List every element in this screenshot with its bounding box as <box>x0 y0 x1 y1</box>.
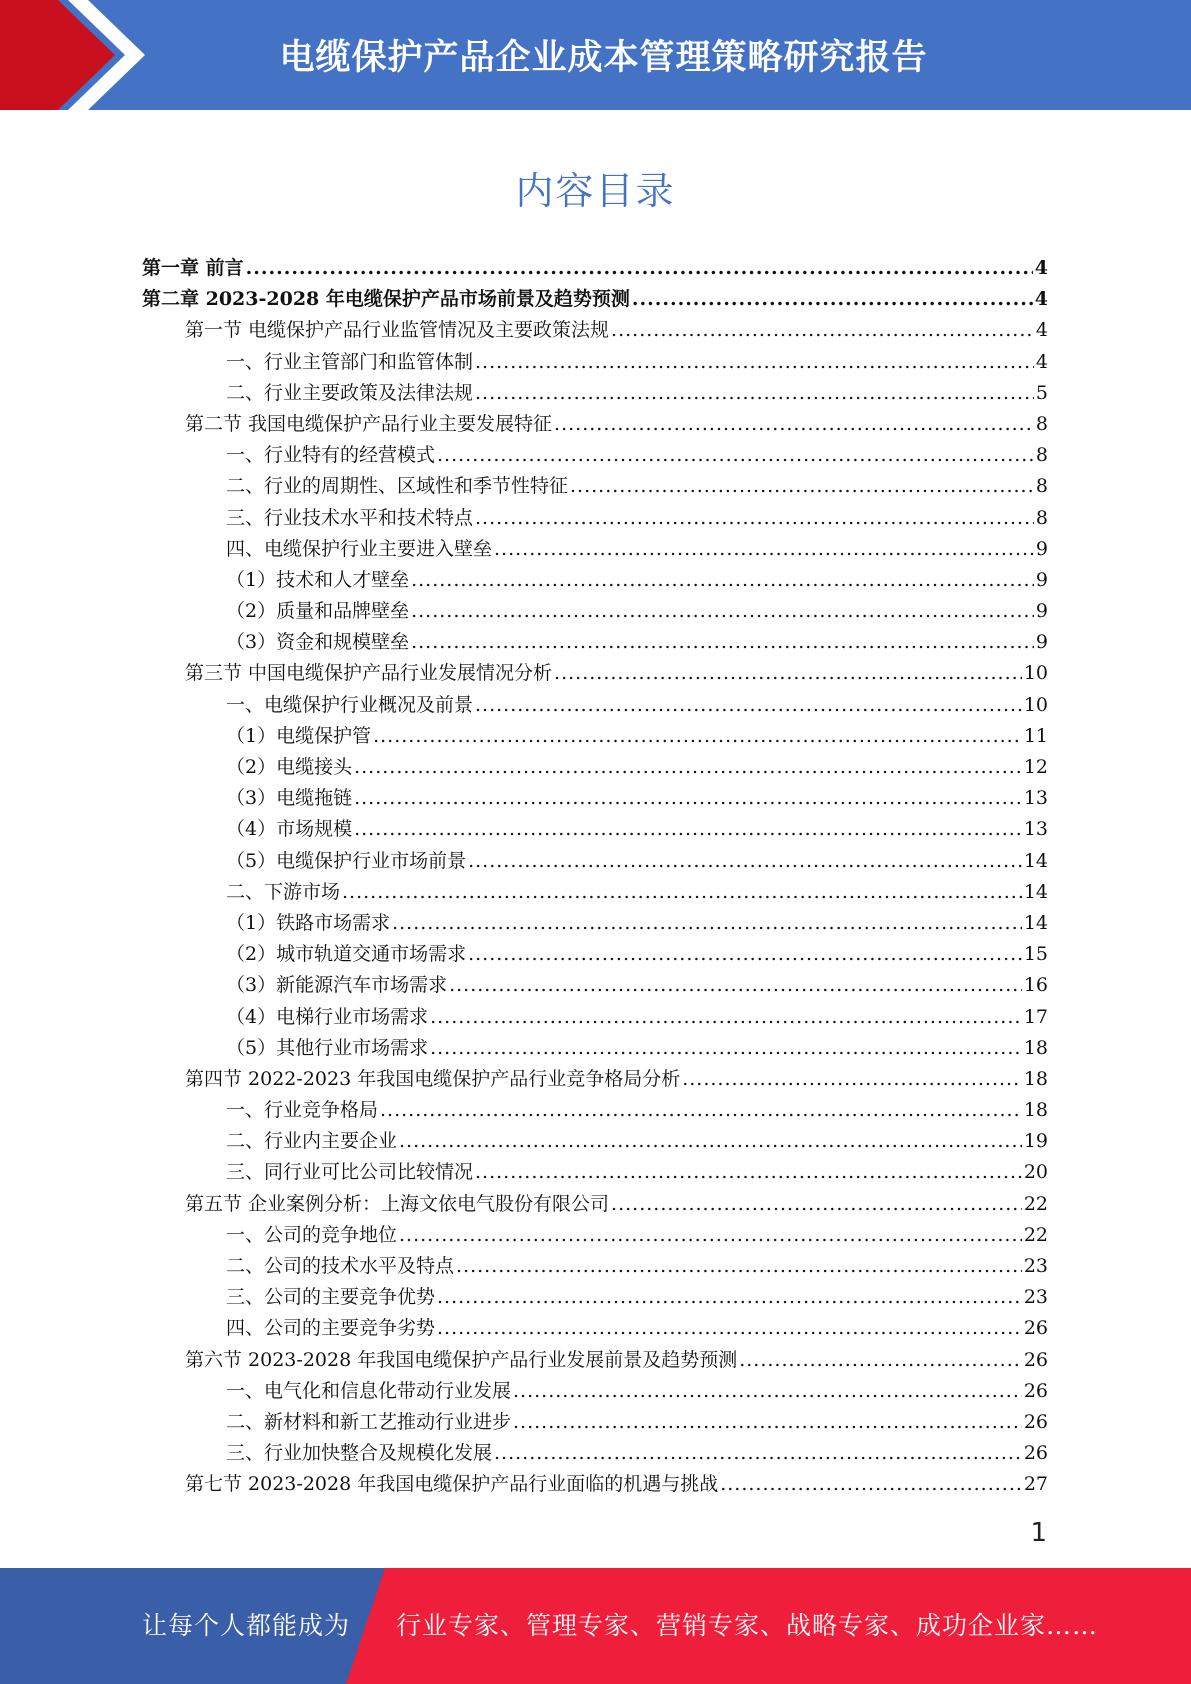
toc-leader <box>611 315 1034 346</box>
toc-entry-text: （1）技术和人才壁垒 <box>226 568 410 591</box>
toc-entry-text: （4）市场规模 <box>226 818 353 841</box>
toc-entry[interactable] <box>142 908 1048 939</box>
toc-entry[interactable] <box>142 1095 1048 1126</box>
toc-entry[interactable] <box>142 409 1048 440</box>
report-title: 电缆保护产品企业成本管理策略研究报告 <box>279 38 928 78</box>
toc-leader <box>475 378 1034 409</box>
toc-entry-text: 第一章 前言 <box>142 257 244 279</box>
toc-entry-page: 10 <box>1023 693 1048 716</box>
toc-leader <box>399 1126 1022 1157</box>
toc-entry-text: 三、公司的主要竞争优势 <box>226 1286 436 1309</box>
toc-entry-text: 第三节 中国电缆保护产品行业发展情况分析 <box>185 662 553 685</box>
toc-entry[interactable] <box>142 1438 1048 1469</box>
toc-entry-page: 22 <box>1023 1192 1048 1215</box>
toc-leader <box>354 814 1022 845</box>
toc-entry[interactable] <box>142 284 1048 315</box>
toc-entry-page: 18 <box>1023 1067 1048 1090</box>
toc-leader <box>475 503 1034 534</box>
toc-leader <box>720 1469 1022 1500</box>
toc-entry[interactable] <box>142 347 1048 378</box>
toc-entry[interactable] <box>142 970 1048 1001</box>
toc-entry-text: 第二节 我国电缆保护产品行业主要发展特征 <box>185 412 553 435</box>
toc-leader <box>611 1189 1022 1220</box>
toc-entry-page: 8 <box>1035 506 1048 529</box>
toc-entry-page: 14 <box>1023 880 1048 903</box>
toc-entry-text: （5）电缆保护行业市场前景 <box>226 849 467 872</box>
toc-entry[interactable] <box>142 752 1048 783</box>
toc-leader <box>554 409 1034 440</box>
toc-entry-text: 二、下游市场 <box>226 880 341 903</box>
toc-entry-text: 二、新材料和新工艺推动行业进步 <box>226 1410 512 1433</box>
toc-leader <box>456 1251 1022 1282</box>
toc-entry[interactable] <box>142 814 1048 845</box>
toc-entry-text: 二、公司的技术水平及特点 <box>226 1255 455 1277</box>
toc-entry-page: 14 <box>1023 911 1048 934</box>
toc-entry[interactable] <box>142 1376 1048 1407</box>
toc-leader <box>468 939 1022 970</box>
toc-entry-text: 三、行业加快整合及规模化发展 <box>226 1442 493 1465</box>
toc-entry-page: 9 <box>1035 537 1048 560</box>
toc-leader <box>475 690 1022 721</box>
toc-entry[interactable] <box>142 503 1048 534</box>
toc-entry-page: 17 <box>1023 1005 1048 1028</box>
toc-entry-text: （3）新能源汽车市场需求 <box>226 974 448 997</box>
toc-entry-page: 5 <box>1035 381 1048 404</box>
toc-entry[interactable] <box>142 440 1048 471</box>
toc-entry-page: 26 <box>1023 1348 1048 1371</box>
toc-leader <box>411 596 1034 627</box>
toc-entry-page: 26 <box>1023 1317 1048 1340</box>
toc-entry[interactable] <box>142 253 1048 284</box>
toc-entry-page: 4 <box>1034 288 1048 311</box>
toc-leader <box>494 1438 1022 1469</box>
toc-leader <box>437 1282 1022 1313</box>
toc-entry-page: 26 <box>1023 1379 1048 1402</box>
toc-leader <box>682 1064 1022 1095</box>
toc-leader <box>380 1095 1022 1126</box>
toc-entry-text: 二、行业主要政策及法律法规 <box>226 381 474 404</box>
toc-leader <box>570 471 1034 502</box>
toc-entry-text: 四、公司的主要竞争劣势 <box>226 1317 436 1340</box>
toc-leader <box>430 1033 1022 1064</box>
toc-entry[interactable] <box>142 877 1048 908</box>
toc-entry-page: 12 <box>1023 756 1048 778</box>
toc-leader <box>246 253 1033 284</box>
toc-leader <box>475 1157 1022 1188</box>
toc-leader <box>437 1313 1022 1344</box>
toc-entry-page: 27 <box>1023 1473 1048 1496</box>
toc-entry-text: （2）城市轨道交通市场需求 <box>226 943 467 966</box>
toc-entry-page: 20 <box>1023 1161 1048 1184</box>
toc-entry[interactable] <box>142 1220 1048 1251</box>
toc-leader <box>494 534 1034 565</box>
toc-entry-text: 一、公司的竞争地位 <box>226 1223 398 1246</box>
toc-entry-text: 第二章 2023-2028 年电缆保护产品市场前景及趋势预测 <box>142 288 630 311</box>
toc-entry-text: 第五节 企业案例分析：上海文依电气股份有限公司 <box>185 1192 610 1215</box>
toc-leader <box>430 1002 1022 1033</box>
toc-leader <box>513 1376 1022 1407</box>
toc-entry-page: 8 <box>1035 475 1048 498</box>
toc-leader <box>399 1220 1022 1251</box>
toc-entry-page: 13 <box>1023 818 1048 841</box>
toc-entry[interactable] <box>142 658 1048 689</box>
toc-entry[interactable] <box>142 1407 1048 1438</box>
toc-entry[interactable] <box>142 939 1048 970</box>
toc-entry-text: （2）质量和品牌壁垒 <box>226 600 410 623</box>
toc-entry-text: （5）其他行业市场需求 <box>226 1036 429 1059</box>
toc-entry-page: 8 <box>1035 412 1048 435</box>
toc-entry[interactable] <box>142 1126 1048 1157</box>
toc-leader <box>475 347 1034 378</box>
toc-entry-page: 16 <box>1023 974 1048 997</box>
toc-leader <box>411 627 1034 658</box>
toc-entry-text: 二、行业内主要企业 <box>226 1130 398 1153</box>
toc-entry[interactable] <box>142 627 1048 658</box>
toc-entry-page: 26 <box>1023 1410 1048 1433</box>
toc-leader <box>468 846 1022 877</box>
toc-entry-page: 18 <box>1023 1036 1048 1059</box>
toc-entry[interactable] <box>142 1189 1048 1220</box>
toc-entry-text: 三、行业技术水平和技术特点 <box>226 506 474 529</box>
toc-entry[interactable] <box>142 846 1048 877</box>
toc-entry-page: 22 <box>1023 1223 1048 1246</box>
toc-entry[interactable] <box>142 1064 1048 1095</box>
toc-entry-page: 23 <box>1023 1286 1048 1309</box>
toc-entry-text: 四、电缆保护行业主要进入壁垒 <box>226 537 493 560</box>
toc-leader <box>392 908 1022 939</box>
toc-entry-text: （1）电缆保护管 <box>226 724 372 747</box>
toc-entry-page: 11 <box>1023 724 1048 747</box>
toc-entry-text: 第七节 2023-2028 年我国电缆保护产品行业面临的机遇与挑战 <box>185 1473 719 1496</box>
toc-entry-text: 第四节 2022-2023 年我国电缆保护产品行业竞争格局分析 <box>185 1067 681 1090</box>
toc-heading: 内容目录 <box>515 169 676 213</box>
toc-entry[interactable] <box>142 721 1048 752</box>
toc-entry-page: 4 <box>1035 319 1048 342</box>
toc-leader <box>739 1345 1022 1376</box>
toc-entry-text: （3）电缆拖链 <box>226 787 353 810</box>
toc-entry[interactable] <box>142 378 1048 409</box>
toc-entry[interactable] <box>142 315 1048 346</box>
toc-leader <box>342 877 1022 908</box>
toc-leader <box>354 783 1022 814</box>
toc-entry[interactable] <box>142 1282 1048 1313</box>
toc-entry-page: 9 <box>1035 600 1048 623</box>
toc-entry-page: 9 <box>1035 631 1048 654</box>
toc-entry-page: 14 <box>1023 849 1048 872</box>
toc-entry[interactable] <box>142 596 1048 627</box>
toc-entry[interactable] <box>142 1469 1048 1500</box>
toc-entry[interactable] <box>142 1157 1048 1188</box>
toc-entry[interactable] <box>142 1345 1048 1376</box>
table-of-contents <box>142 253 1048 1501</box>
toc-entry-text: （4）电梯行业市场需求 <box>226 1005 429 1028</box>
toc-entry-page: 4 <box>1034 257 1048 279</box>
toc-entry[interactable] <box>142 534 1048 565</box>
toc-entry[interactable] <box>142 471 1048 502</box>
toc-entry-page: 18 <box>1023 1099 1048 1122</box>
header-banner <box>0 0 1191 110</box>
toc-entry-text: （3）资金和规模壁垒 <box>226 631 410 654</box>
toc-entry-text: 一、行业竞争格局 <box>226 1099 379 1122</box>
footer-slogan-right: 行业专家、管理专家、营销专家、战略专家、成功企业家…… <box>396 1611 1099 1640</box>
toc-entry-text: （2）电缆接头 <box>226 756 353 778</box>
toc-entry-page: 19 <box>1023 1130 1048 1153</box>
toc-entry-text: 二、行业的周期性、区域性和季节性特征 <box>226 475 569 498</box>
toc-entry[interactable] <box>142 565 1048 596</box>
toc-entry-page: 15 <box>1023 943 1048 966</box>
toc-entry[interactable] <box>142 1313 1048 1344</box>
toc-leader <box>513 1407 1022 1438</box>
toc-entry-text: 第六节 2023-2028 年我国电缆保护产品行业发展前景及趋势预测 <box>185 1348 738 1371</box>
toc-leader <box>373 721 1022 752</box>
toc-entry-text: 一、电缆保护行业概况及前景 <box>226 693 474 716</box>
toc-leader <box>354 752 1022 783</box>
toc-entry[interactable] <box>142 1002 1048 1033</box>
footer-slogan-left: 让每个人都能成为 <box>142 1611 351 1640</box>
toc-entry-text: （1）铁路市场需求 <box>226 911 391 934</box>
toc-leader <box>632 284 1033 315</box>
toc-leader <box>554 658 1022 689</box>
toc-entry-page: 23 <box>1023 1255 1048 1277</box>
toc-entry-page: 10 <box>1023 662 1048 685</box>
toc-entry-page: 4 <box>1035 350 1048 373</box>
toc-entry-text: 一、电气化和信息化带动行业发展 <box>226 1379 512 1402</box>
footer-banner <box>0 1568 1191 1684</box>
toc-entry-page: 13 <box>1023 787 1048 810</box>
toc-entry-page: 9 <box>1035 568 1048 591</box>
toc-entry[interactable] <box>142 1251 1048 1282</box>
toc-entry[interactable] <box>142 1033 1048 1064</box>
toc-leader <box>411 565 1034 596</box>
toc-entry-text: 三、同行业可比公司比较情况 <box>226 1161 474 1184</box>
page-number: 1 <box>1030 1518 1047 1548</box>
toc-entry-page: 26 <box>1023 1442 1048 1465</box>
toc-leader <box>449 970 1022 1001</box>
toc-entry-text: 一、行业主管部门和监管体制 <box>226 350 474 373</box>
toc-entry-text: 一、行业特有的经营模式 <box>226 444 436 467</box>
toc-leader <box>437 440 1034 471</box>
toc-entry[interactable] <box>142 690 1048 721</box>
toc-entry[interactable] <box>142 783 1048 814</box>
toc-entry-text: 第一节 电缆保护产品行业监管情况及主要政策法规 <box>185 319 610 342</box>
toc-entry-page: 8 <box>1035 444 1048 467</box>
